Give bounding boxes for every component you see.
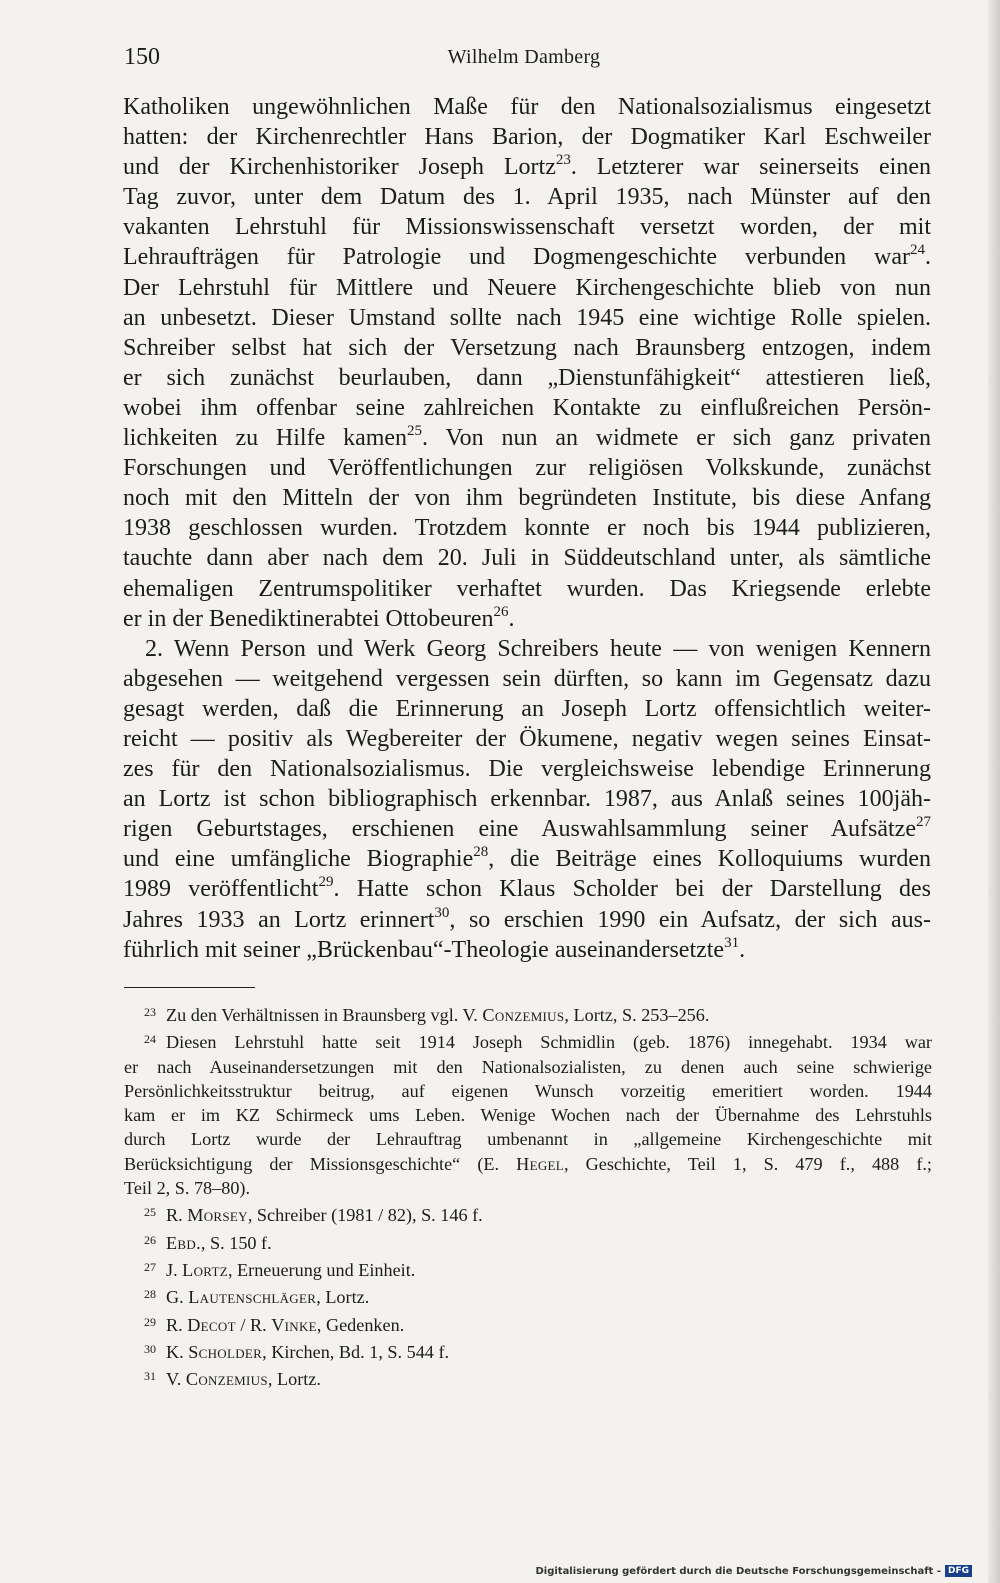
body-line-text: Jahres 1933 an Lortz erinnert	[123, 906, 435, 933]
body-line	[123, 754, 931, 784]
footnote-number: 27	[144, 1259, 156, 1274]
footnote-line	[124, 1255, 932, 1282]
body-line-text: gesagt werden, daß die Erinnerung an Joseph Lortz offensichtlich weiter-	[123, 695, 931, 722]
footnote-number: 28	[144, 1287, 156, 1302]
author-name: Lortz	[182, 1259, 228, 1280]
footnote-text: Persönlichkeitsstruktur beitrug, auf eigenen Wunsch vorzeitig emeritiert worden. 1944	[124, 1080, 932, 1101]
footnote	[124, 1337, 932, 1364]
author-name: Conzemius	[482, 1005, 565, 1025]
author-name: Vinke	[271, 1314, 317, 1335]
body-line-text: an Lortz ist schon bibliographisch erkennbar. 1987, aus Anlaß seines 100jäh-	[123, 786, 931, 813]
author-name: Scholder	[188, 1341, 263, 1362]
body-line	[123, 513, 931, 543]
footnote-line	[124, 1103, 932, 1127]
page-number: 150	[124, 44, 160, 70]
body-line	[123, 122, 931, 152]
credit-text: Digitalisierung gefördert durch die Deutsche Forschungsgemeinschaft -	[535, 1565, 941, 1577]
footnote-number: 26	[144, 1232, 156, 1247]
footnote-text: K.	[166, 1341, 189, 1362]
footnote-text: durch Lortz wurde der Lehrauftrag umbenannt in „allgemeine Kirchengeschichte mit	[124, 1129, 932, 1150]
digitization-credit	[535, 1565, 972, 1577]
footnote	[124, 1364, 932, 1391]
footnote-text: , Geschichte, Teil 1, S. 479 f., 488 f.;	[564, 1153, 932, 1174]
footnote-number: 29	[144, 1314, 156, 1329]
footnote-text: , Gedenken.	[316, 1314, 405, 1335]
body-line-text: . Letzterer war seinerseits einen	[570, 154, 931, 181]
footnote-text: R.	[166, 1314, 188, 1335]
body-line-text: .	[508, 605, 515, 632]
footnote-line	[124, 1127, 932, 1151]
body-line	[123, 634, 931, 664]
footnote-text: R.	[166, 1205, 188, 1226]
body-line	[123, 92, 931, 122]
body-line	[123, 363, 931, 393]
footnote	[124, 1200, 932, 1227]
body-line-text: hatten: der Kirchenrechtler Hans Barion, der Dogmatiker Karl Eschweiler	[123, 124, 931, 151]
body-line-text: und der Kirchenhistoriker Joseph Lortz	[123, 154, 556, 181]
footnote-text: Teil 2, S. 78–80).	[124, 1178, 251, 1199]
footnote-line	[124, 1152, 932, 1176]
author-name: Hegel	[516, 1153, 564, 1174]
body-line	[123, 935, 931, 965]
footnote-text: , Schreiber (1981 / 82), S. 146 f.	[247, 1205, 483, 1226]
body-line	[123, 303, 931, 333]
footnote-line	[124, 1310, 932, 1337]
body-line-text: er sich zunächst beurlauben, dann „Dienstunfähigkeit“ attestieren ließ,	[123, 364, 931, 391]
body-line	[123, 604, 931, 634]
body-line-text: und eine umfängliche Biographie	[123, 846, 474, 873]
footnote-number: 24	[144, 1032, 156, 1047]
footnote-rule	[124, 987, 255, 988]
body-line-text: Lehraufträgen für Patrologie und Dogmengeschichte verbunden war	[123, 244, 910, 271]
body-line-text: Forschungen und Veröffentlichungen zur religiösen Volkskunde, zunächst	[123, 455, 931, 482]
page-edge-shadow	[988, 0, 1000, 1583]
body-line-text: ehemaligen Zentrumspolitiker verhaftet wurden. Das Kriegsende erlebte	[123, 575, 931, 602]
footnote-reference[interactable]: 26	[493, 603, 509, 620]
footnote	[124, 1027, 932, 1200]
body-line	[123, 874, 931, 904]
footnote-text: , Erneuerung und Einheit.	[227, 1259, 416, 1280]
author-name: Decot	[187, 1314, 236, 1335]
body-line	[123, 453, 931, 483]
body-line-text: reicht — positiv als Wegbereiter der Ökumene, negativ wegen seines Einsat-	[123, 725, 931, 752]
footnotes	[124, 1000, 932, 1391]
body-line	[123, 423, 931, 453]
body-line-text: 1989 veröffentlicht	[123, 876, 319, 903]
body-line	[123, 242, 931, 272]
body-line	[123, 543, 931, 573]
body-line-text: . Von nun an widmete er sich ganz privaten	[422, 425, 931, 452]
body-line-text: , so erschien 1990 ein Aufsatz, der sich aus-	[449, 906, 932, 933]
body-line	[123, 152, 931, 182]
footnote	[124, 1000, 932, 1027]
footnote-line	[124, 1000, 932, 1027]
footnote-text: J.	[166, 1259, 183, 1280]
body-line-text: zes für den Nationalsozialismus. Die vergleichsweise lebendige Erinnerung	[123, 756, 931, 783]
footnote	[124, 1310, 932, 1337]
body-line-text: rigen Geburtstages, erschienen eine Auswahlsammlung seiner Aufsätze	[123, 816, 916, 843]
running-head: Wilhelm Damberg	[447, 46, 601, 68]
body-line	[123, 574, 931, 604]
footnote-text: , Kirchen, Bd. 1, S. 544 f.	[262, 1341, 450, 1362]
body-line-text: tauchte dann aber nach dem 20. Juli in Süddeutschland unter, als sämtliche	[123, 545, 931, 572]
body-line-text: abgesehen — weitgehend vergessen sein dürften, so kann im Gegensatz dazu	[123, 665, 931, 692]
body-line-text: .	[739, 936, 746, 963]
body-line	[123, 664, 931, 694]
footnote-line	[124, 1337, 932, 1364]
footnote-text: Diesen Lehrstuhl hatte seit 1914 Joseph Schmidlin (geb. 1876) innegehabt. 1934 war	[166, 1032, 932, 1053]
footnote-line	[124, 1282, 932, 1309]
footnote-line	[124, 1176, 932, 1200]
author-name: Conzemius	[185, 1369, 268, 1390]
footnote-number: 23	[144, 1005, 156, 1019]
footnote-reference[interactable]: 24	[910, 242, 925, 259]
body-line	[123, 273, 931, 303]
body-line-text: an unbesetzt. Dieser Umstand sollte nach 1945 eine wichtige Rolle spielen.	[123, 304, 931, 331]
footnote-text: , Lortz.	[316, 1287, 370, 1308]
body-text	[123, 92, 931, 965]
footnote-text: Berücksichtigung der Missionsgeschichte“ (E.	[124, 1153, 517, 1174]
footnote-text: Zu den Verhältnissen in Braunsberg vgl. V.	[166, 1005, 483, 1025]
body-line-text: Schreiber selbst hat sich der Versetzung nach Braunsberg entzogen, indem	[123, 334, 931, 361]
footnote-number: 30	[144, 1341, 156, 1356]
body-line-text: wobei ihm offenbar seine zahlreichen Kontakte zu einflußreichen Persön-	[123, 394, 931, 421]
body-line-text: 1938 geschlossen wurden. Trotzdem konnte er noch bis 1944 publizieren,	[123, 515, 931, 542]
body-line	[123, 483, 931, 513]
body-line-text: Tag zuvor, unter dem Datum des 1. April 1935, nach Münster auf den	[123, 184, 931, 211]
page-header	[124, 44, 924, 78]
footnote-number: 31	[144, 1369, 156, 1384]
author-name: Ebd.	[166, 1232, 201, 1253]
footnote-text: kam er im KZ Schirmeck ums Leben. Wenige Wochen nach der Übernahme des Lehrstuhls	[124, 1105, 932, 1126]
body-line-text: 2. Wenn Person und Werk Georg Schreibers heute — von wenigen Kennern	[145, 635, 931, 662]
body-line	[123, 784, 931, 814]
footnote-reference[interactable]: 27	[916, 814, 931, 831]
footnote-text: G.	[166, 1287, 189, 1308]
footnote-line	[124, 1228, 932, 1255]
body-line	[123, 333, 931, 363]
body-line	[123, 182, 931, 212]
footnote	[124, 1282, 932, 1309]
footnote	[124, 1228, 932, 1255]
footnote-line	[124, 1079, 932, 1103]
body-line	[123, 212, 931, 242]
body-line	[123, 905, 931, 935]
footnote-reference[interactable]: 29	[318, 874, 334, 891]
footnote-text: V.	[166, 1369, 186, 1390]
body-line	[123, 814, 931, 844]
body-line-text: , die Beiträge eines Kolloquiums wurden	[488, 846, 931, 873]
body-line-text: Der Lehrstuhl für Mittlere und Neuere Kirchengeschichte blieb von nun	[123, 274, 931, 301]
footnote-reference[interactable]: 31	[724, 934, 740, 951]
body-line-text: . Hatte schon Klaus Scholder bei der Darstellung des	[333, 876, 932, 903]
body-line-text: lichkeiten zu Hilfe kamen	[123, 425, 408, 452]
body-line	[123, 393, 931, 423]
footnote-reference[interactable]: 28	[473, 844, 489, 861]
body-line	[123, 844, 931, 874]
footnote-text: , S. 150 f.	[200, 1232, 272, 1253]
footnote-reference[interactable]: 25	[407, 423, 423, 440]
footnote-text: er nach Auseinandersetzungen mit den Nationalsozialisten, zu denen auch seine schwierige	[124, 1056, 932, 1077]
body-line-text: Katholiken ungewöhnlichen Maße für den Nationalsozialismus eingesetzt	[123, 94, 931, 120]
body-line-text: führlich mit seiner „Brückenbau“-Theologie auseinandersetzte	[123, 936, 725, 963]
footnote-text: , Lortz, S. 253–256.	[564, 1005, 710, 1025]
body-line-text: er in der Benediktinerabtei Ottobeuren	[123, 605, 494, 632]
footnote	[124, 1255, 932, 1282]
footnote-line	[124, 1200, 932, 1227]
body-line-text: noch mit den Mitteln der von ihm begründeten Institute, bis diese Anfang	[123, 485, 931, 512]
footnote-text: , Lortz.	[267, 1369, 321, 1390]
author-name: Lautenschläger	[188, 1287, 317, 1308]
dfg-logo: DFG	[945, 1565, 972, 1577]
author-name: Morsey	[187, 1205, 248, 1226]
footnote-reference[interactable]: 30	[434, 904, 450, 921]
footnote-line	[124, 1364, 932, 1391]
footnote-number: 25	[144, 1205, 156, 1220]
footnote-line	[124, 1027, 932, 1054]
body-line	[123, 694, 931, 724]
body-line	[123, 724, 931, 754]
body-line-text: vakanten Lehrstuhl für Missionswissenschaft versetzt worden, der mit	[123, 214, 931, 241]
footnote-line	[124, 1055, 932, 1079]
footnote-text: / R.	[235, 1314, 272, 1335]
body-line-text: .	[925, 244, 931, 271]
footnote-reference[interactable]: 23	[555, 152, 571, 169]
